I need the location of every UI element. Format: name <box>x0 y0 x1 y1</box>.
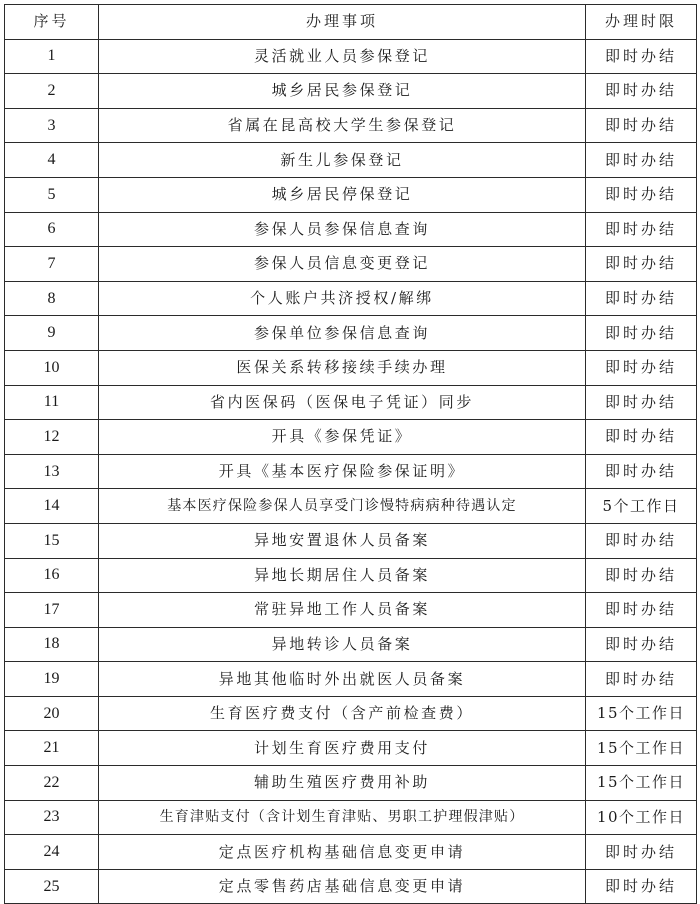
row-time-limit: 即时办结 <box>586 558 697 593</box>
row-service-item: 灵活就业人员参保登记 <box>99 39 586 74</box>
table-row <box>5 143 697 178</box>
row-number: 2 <box>5 74 99 109</box>
row-number: 1 <box>5 39 99 74</box>
table-row <box>5 108 697 143</box>
row-time-limit: 即时办结 <box>586 869 697 904</box>
row-number: 21 <box>5 731 99 766</box>
table-header-row <box>5 5 697 40</box>
row-number: 20 <box>5 696 99 731</box>
row-number: 9 <box>5 316 99 351</box>
table-row <box>5 247 697 282</box>
row-time-limit: 15个工作日 <box>586 766 697 801</box>
row-service-item: 生育医疗费支付（含产前检查费） <box>99 696 586 731</box>
row-service-item: 异地长期居住人员备案 <box>99 558 586 593</box>
row-service-item: 参保人员信息变更登记 <box>99 247 586 282</box>
row-number: 15 <box>5 523 99 558</box>
row-time-limit: 即时办结 <box>586 454 697 489</box>
row-time-limit: 即时办结 <box>586 316 697 351</box>
row-time-limit: 即时办结 <box>586 350 697 385</box>
header-serial-number: 序号 <box>5 5 99 40</box>
row-time-limit: 即时办结 <box>586 177 697 212</box>
row-time-limit: 即时办结 <box>586 627 697 662</box>
row-number: 19 <box>5 662 99 697</box>
row-service-item: 生育津贴支付（含计划生育津贴、男职工护理假津贴） <box>99 800 586 835</box>
row-service-item: 参保单位参保信息查询 <box>99 316 586 351</box>
row-time-limit: 即时办结 <box>586 385 697 420</box>
row-time-limit: 即时办结 <box>586 39 697 74</box>
row-time-limit: 即时办结 <box>586 74 697 109</box>
table-row <box>5 177 697 212</box>
row-number: 11 <box>5 385 99 420</box>
row-time-limit: 即时办结 <box>586 247 697 282</box>
row-time-limit: 10个工作日 <box>586 800 697 835</box>
table-row <box>5 489 697 524</box>
row-number: 14 <box>5 489 99 524</box>
row-service-item: 医保关系转移接续手续办理 <box>99 350 586 385</box>
row-number: 7 <box>5 247 99 282</box>
row-number: 10 <box>5 350 99 385</box>
row-number: 17 <box>5 593 99 628</box>
header-service-item: 办理事项 <box>99 5 586 40</box>
row-service-item: 城乡居民停保登记 <box>99 177 586 212</box>
table-row <box>5 800 697 835</box>
table-row <box>5 593 697 628</box>
row-time-limit: 即时办结 <box>586 212 697 247</box>
row-number: 12 <box>5 420 99 455</box>
row-time-limit: 即时办结 <box>586 523 697 558</box>
row-number: 4 <box>5 143 99 178</box>
table-row <box>5 835 697 870</box>
row-service-item: 新生儿参保登记 <box>99 143 586 178</box>
table-row <box>5 316 697 351</box>
row-time-limit: 5个工作日 <box>586 489 697 524</box>
row-service-item: 省属在昆高校大学生参保登记 <box>99 108 586 143</box>
row-service-item: 辅助生殖医疗费用补助 <box>99 766 586 801</box>
row-number: 13 <box>5 454 99 489</box>
table-row <box>5 212 697 247</box>
row-number: 25 <box>5 869 99 904</box>
table-row <box>5 281 697 316</box>
row-service-item: 异地转诊人员备案 <box>99 627 586 662</box>
row-number: 22 <box>5 766 99 801</box>
row-number: 5 <box>5 177 99 212</box>
row-time-limit: 即时办结 <box>586 662 697 697</box>
row-service-item: 常驻异地工作人员备案 <box>99 593 586 628</box>
row-time-limit: 即时办结 <box>586 108 697 143</box>
row-time-limit: 即时办结 <box>586 420 697 455</box>
row-time-limit: 即时办结 <box>586 835 697 870</box>
table-row <box>5 627 697 662</box>
row-service-item: 基本医疗保险参保人员享受门诊慢特病病种待遇认定 <box>99 489 586 524</box>
row-number: 3 <box>5 108 99 143</box>
row-service-item: 个人账户共济授权/解绑 <box>99 281 586 316</box>
table-row <box>5 74 697 109</box>
row-time-limit: 即时办结 <box>586 281 697 316</box>
table-row <box>5 696 697 731</box>
table-row <box>5 350 697 385</box>
table-row <box>5 558 697 593</box>
row-number: 8 <box>5 281 99 316</box>
table-row <box>5 385 697 420</box>
row-service-item: 参保人员参保信息查询 <box>99 212 586 247</box>
row-service-item: 定点零售药店基础信息变更申请 <box>99 869 586 904</box>
row-service-item: 城乡居民参保登记 <box>99 74 586 109</box>
row-service-item: 异地其他临时外出就医人员备案 <box>99 662 586 697</box>
row-number: 24 <box>5 835 99 870</box>
table-row <box>5 523 697 558</box>
service-items-sheet <box>4 4 696 896</box>
table-row <box>5 420 697 455</box>
row-number: 18 <box>5 627 99 662</box>
service-items-table <box>4 4 697 904</box>
header-time-limit: 办理时限 <box>586 5 697 40</box>
row-service-item: 异地安置退休人员备案 <box>99 523 586 558</box>
row-service-item: 开具《参保凭证》 <box>99 420 586 455</box>
row-service-item: 开具《基本医疗保险参保证明》 <box>99 454 586 489</box>
row-service-item: 定点医疗机构基础信息变更申请 <box>99 835 586 870</box>
table-row <box>5 766 697 801</box>
row-service-item: 计划生育医疗费用支付 <box>99 731 586 766</box>
row-number: 16 <box>5 558 99 593</box>
table-row <box>5 454 697 489</box>
table-row <box>5 731 697 766</box>
row-service-item: 省内医保码（医保电子凭证）同步 <box>99 385 586 420</box>
row-time-limit: 15个工作日 <box>586 731 697 766</box>
row-time-limit: 15个工作日 <box>586 696 697 731</box>
table-row <box>5 869 697 904</box>
row-time-limit: 即时办结 <box>586 593 697 628</box>
row-number: 23 <box>5 800 99 835</box>
table-row <box>5 662 697 697</box>
row-time-limit: 即时办结 <box>586 143 697 178</box>
table-row <box>5 39 697 74</box>
row-number: 6 <box>5 212 99 247</box>
